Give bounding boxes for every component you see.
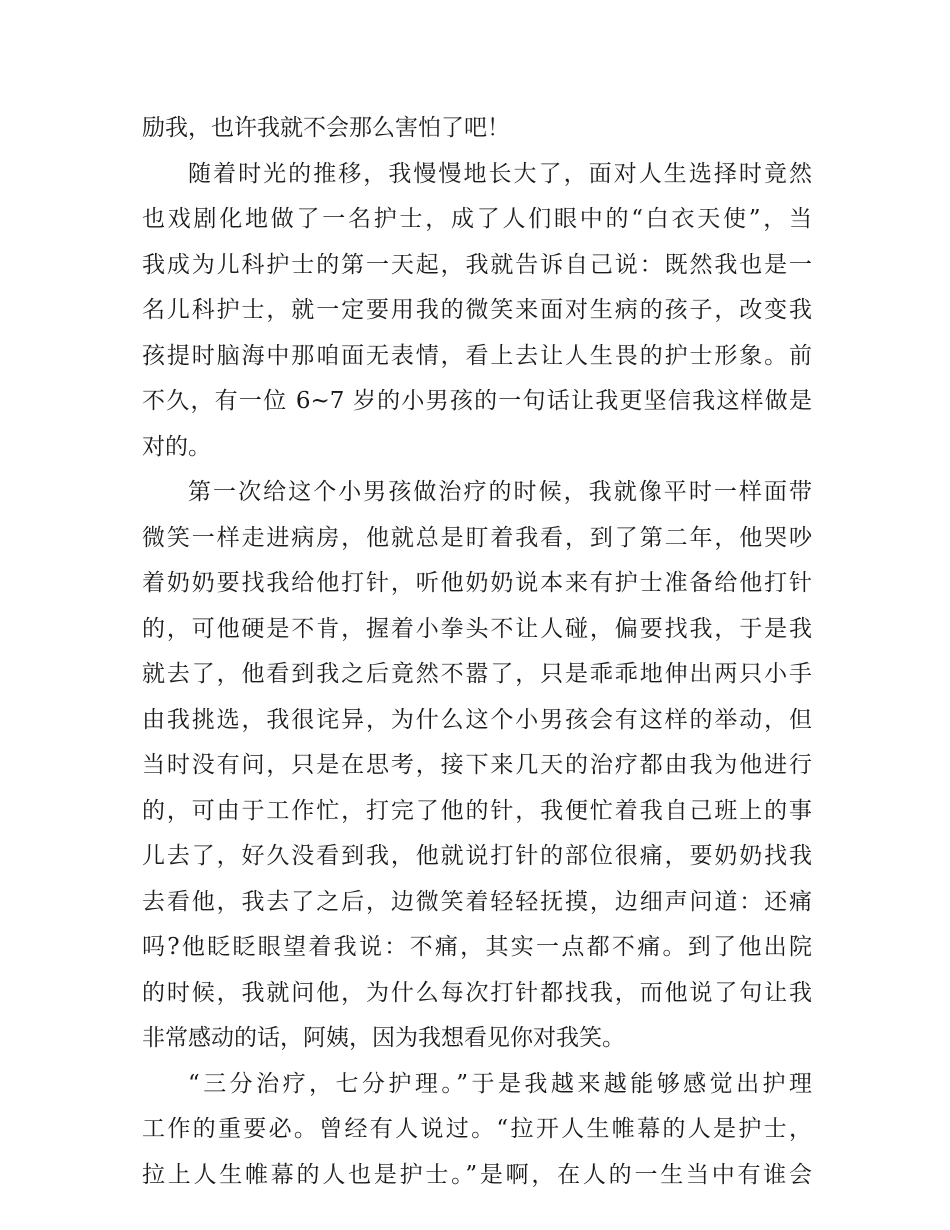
text-line: 励我，也许我就不会那么害怕了吧！ <box>142 115 510 141</box>
text-line: 微笑一样走进病房，他就总是盯着我看，到了第二年，他哭吵 <box>142 524 812 551</box>
text-line: 去看他，我去了之后，边微笑着轻轻抚摸，边细声问道：还痛 <box>142 888 812 915</box>
text-line: 的，可由于工作忙，打完了他的针，我便忙着我自己班上的事 <box>142 797 812 824</box>
text-line: 的时候，我就问他，为什么每次打针都找我，而他说了句让我 <box>142 979 812 1006</box>
text-line: 工作的重要必。曾经有人说过。“拉开人生帷幕的人是护士， <box>142 1116 812 1142</box>
text-line: 随着时光的推移，我慢慢地长大了，面对人生选择时竟然 <box>188 160 812 187</box>
text-line: 我成为儿科护士的第一天起，我就告诉自己说：既然我也是一 <box>142 251 812 278</box>
text-line: 不久，有一位 6~7 岁的小男孩的一句话让我更坚信我这样做是 <box>142 388 812 414</box>
text-line: 着奶奶要找我给他打针，听他奶奶说本来有护士准备给他打针 <box>142 570 812 596</box>
text-line: 对的。 <box>142 433 211 460</box>
text-line: 儿去了，好久没看到我，他就说打针的部位很痛，要奶奶找我 <box>142 843 812 869</box>
body-text <box>142 106 812 1198</box>
text-line: 非常感动的话，阿姨，因为我想看见你对我笑。 <box>142 1025 625 1051</box>
text-line: 就去了，他看到我之后竟然不嚣了，只是乖乖地伸出两只小手 <box>142 661 812 687</box>
text-line: 由我挑选，我很诧异，为什么这个小男孩会有这样的举动，但 <box>142 706 812 733</box>
text-line: 孩提时脑海中那咱面无表情，看上去让人生畏的护士形象。前 <box>142 342 812 369</box>
text-line: 也戏剧化地做了一名护士，成了人们眼中的“白衣天使”，当 <box>142 206 812 232</box>
text-line: 第一次给这个小男孩做治疗的时候，我就像平时一样面带 <box>188 479 812 505</box>
text-line: 当时没有问，只是在思考，接下来几天的治疗都由我为他进行 <box>142 752 812 778</box>
text-line: 拉上人生帷幕的人也是护士。”是啊，在人的一生当中有谁会 <box>142 1161 812 1188</box>
text-line: 名儿科护士，就一定要用我的微笑来面对生病的孩子，改变我 <box>142 297 812 323</box>
text-line: 的，可他硬是不肯，握着小拳头不让人碰，偏要找我，于是我 <box>142 615 812 642</box>
text-line: “三分治疗，七分护理。”于是我越来越能够感觉出护理 <box>188 1070 812 1097</box>
text-line: 吗?他眨眨眼望着我说：不痛，其实一点都不痛。到了他出院 <box>142 934 812 960</box>
